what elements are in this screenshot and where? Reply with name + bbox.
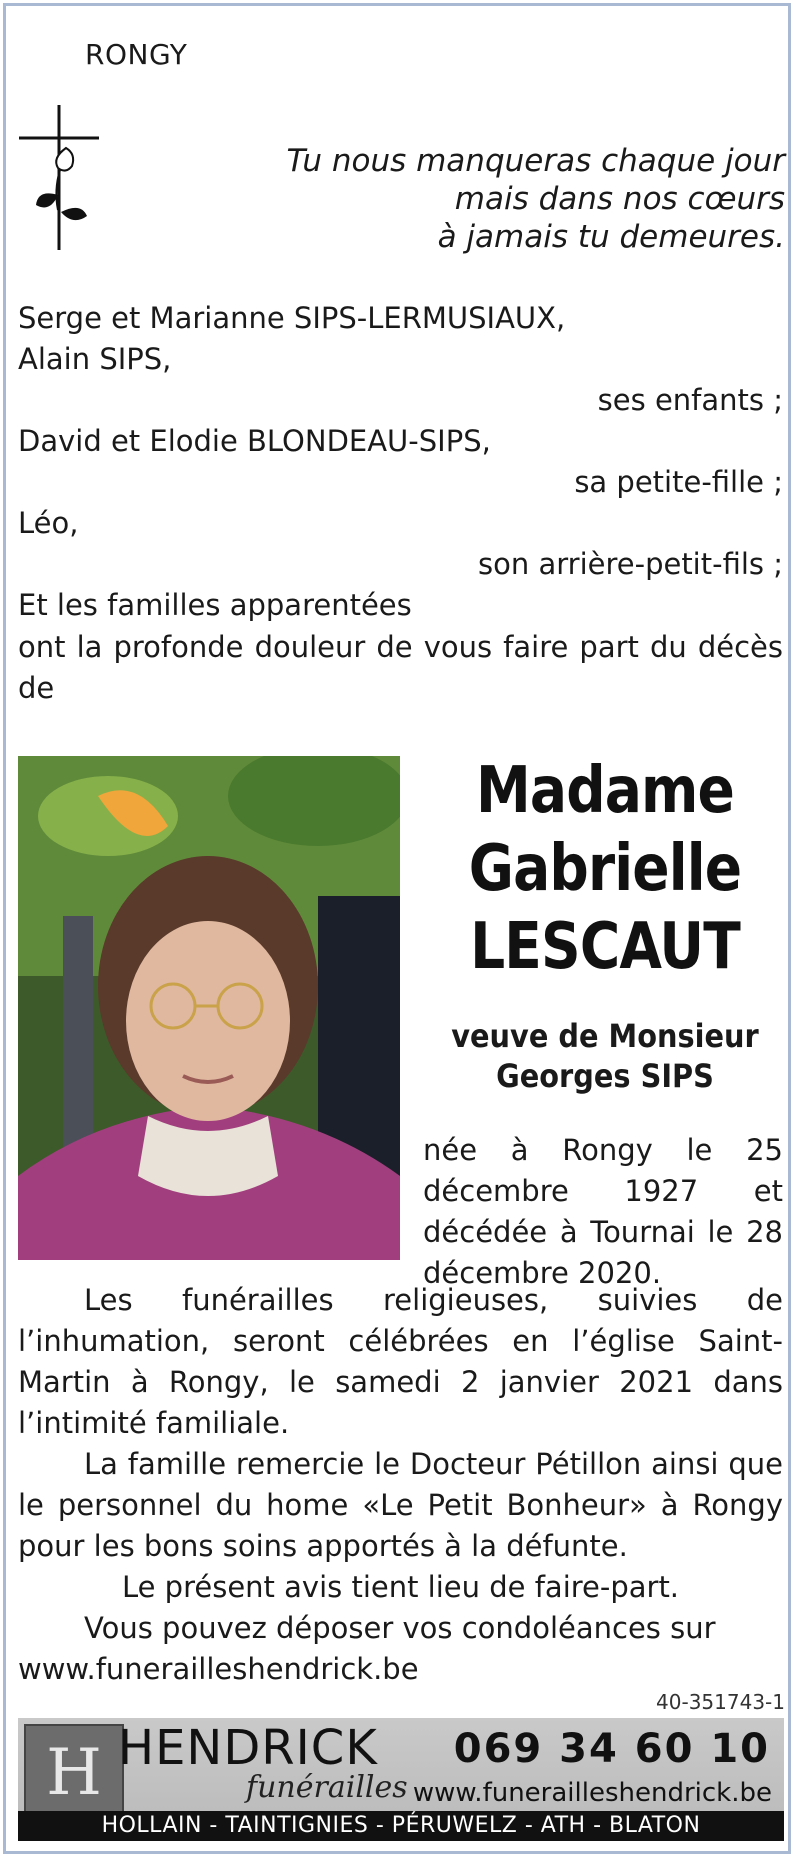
family-line: David et Elodie BLONDEAU-SIPS, bbox=[18, 424, 491, 458]
portrait-photo bbox=[18, 756, 400, 1260]
poem bbox=[185, 142, 785, 256]
funeral-home-subtitle: funérailles bbox=[246, 1770, 408, 1805]
thanks-paragraph: La famille remercie le Docteur Pétillon ainsi que le personnel du home «Le Petit Bonheur» à Rongy pour les bons soins apportés à la défunte. bbox=[18, 1447, 783, 1563]
funeral-home-logo bbox=[24, 1724, 124, 1814]
widow-of bbox=[439, 1016, 772, 1096]
name-title: Madame bbox=[476, 754, 734, 828]
poem-line: Tu nous manqueras chaque jour bbox=[286, 143, 785, 179]
name-first: Gabrielle bbox=[468, 832, 742, 906]
name-last: LESCAUT bbox=[470, 910, 740, 984]
banner-website-link[interactable]: www.funerailleshendrick.be bbox=[412, 1778, 772, 1808]
announcement-text: ont la profonde douleur de vous faire part du décès de bbox=[18, 630, 783, 705]
condolences-text: Vous pouvez déposer vos condoléances sur bbox=[84, 1611, 716, 1645]
logo-letter: H bbox=[46, 1736, 102, 1810]
notice-text: Le présent avis tient lieu de faire-part. bbox=[121, 1570, 680, 1604]
cities-list: HOLLAIN - TAINTIGNIES - PÉRUWELZ - ATH - BLATON bbox=[18, 1811, 784, 1841]
poem-line: à jamais tu demeures. bbox=[437, 219, 785, 255]
poem-line: mais dans nos cœurs bbox=[454, 181, 785, 217]
family-line: Léo, bbox=[18, 506, 79, 540]
widow-line: veuve de Monsieur bbox=[451, 1017, 759, 1055]
family-relation: son arrière-petit-fils ; bbox=[478, 547, 783, 581]
family-relation: sa petite-fille ; bbox=[574, 465, 783, 499]
funeral-home-banner bbox=[18, 1718, 784, 1841]
widow-line: Georges SIPS bbox=[496, 1057, 714, 1095]
family-relation: ses enfants ; bbox=[597, 383, 783, 417]
town-heading: RONGY bbox=[85, 38, 188, 71]
website-link[interactable]: www.funerailleshendrick.be bbox=[18, 1652, 419, 1686]
family-line: Serge et Marianne SIPS-LERMUSIAUX, bbox=[18, 301, 566, 335]
funeral-home-brand: HENDRICK bbox=[118, 1720, 378, 1776]
family-line: Alain SIPS, bbox=[18, 342, 172, 376]
reference-number: 40-351743-1 bbox=[656, 1690, 785, 1714]
family-line: Et les familles apparentées bbox=[18, 588, 412, 622]
obituary-body bbox=[18, 1280, 783, 1690]
cross-rose-icon bbox=[14, 100, 104, 260]
phone-number[interactable]: 069 34 60 10 bbox=[453, 1726, 770, 1772]
deceased-name bbox=[446, 752, 764, 986]
funeral-paragraph: Les funérailles religieuses, suivies de l’inhumation, seront célébrées en l’église Saint-Martin à Rongy, le samedi 2 janvier 2021 dans l’intimité familiale. bbox=[18, 1283, 783, 1440]
family-list bbox=[18, 298, 783, 626]
birth-death-text: née à Rongy le 25 décembre 1927 et décédée à Tournai le 28 décembre 2020. bbox=[423, 1133, 783, 1290]
